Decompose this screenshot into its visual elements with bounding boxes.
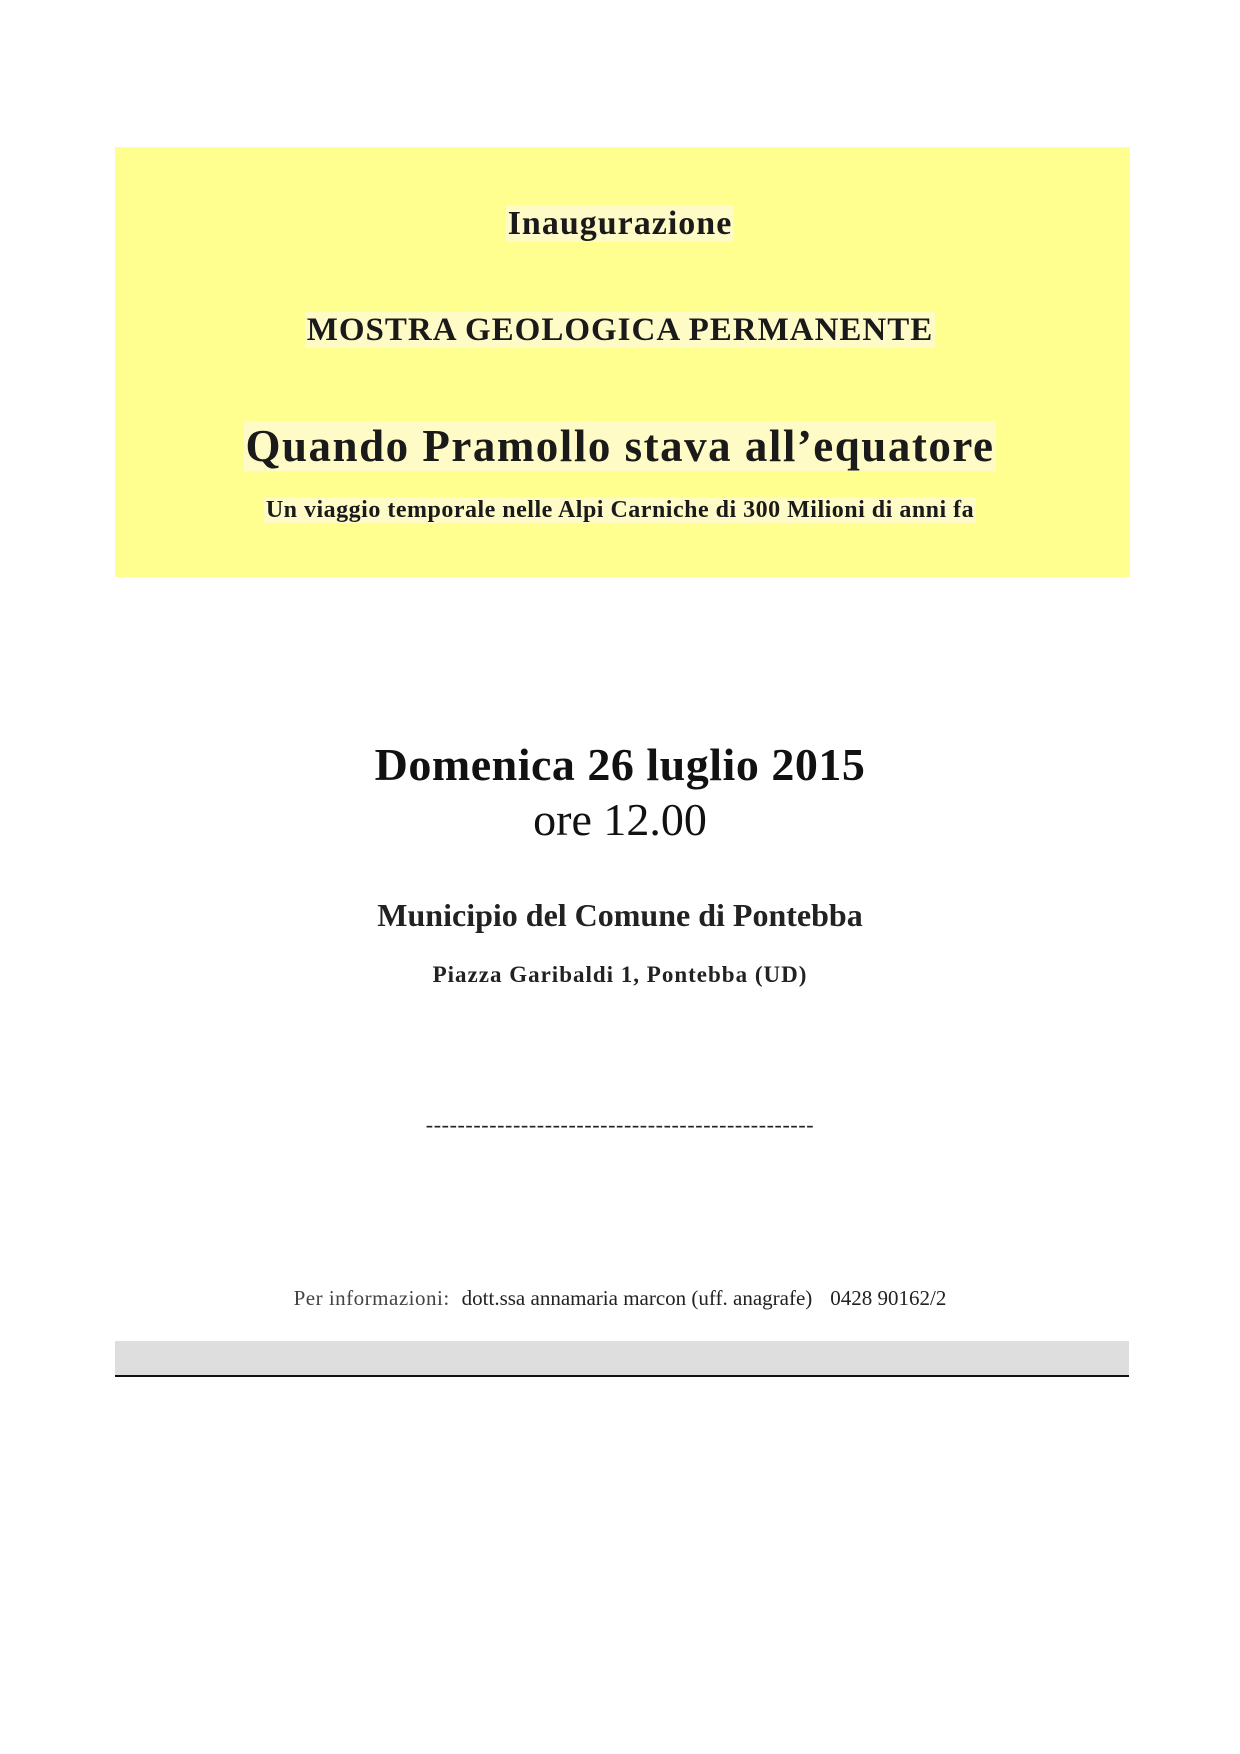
event-time: ore 12.00 — [533, 794, 707, 845]
info-title: dott.ssa — [461, 1286, 526, 1310]
footer-band — [115, 1341, 1129, 1377]
banner-headline: Quando Pramollo stava all’equatore — [245, 421, 995, 471]
contact-info — [0, 1286, 1240, 1311]
dashed-separator: ------------------------------------------------- — [425, 1112, 815, 1137]
event-venue: Municipio del Comune di Pontebba — [377, 897, 863, 933]
banner-title-line — [0, 205, 1240, 243]
banner-subtitle-line — [0, 312, 1240, 349]
info-label: Per informazioni: — [293, 1286, 450, 1310]
event-address: Piazza Garibaldi 1, Pontebba (UD) — [432, 962, 808, 987]
banner-subtitle: MOSTRA GEOLOGICA PERMANENTE — [306, 312, 934, 348]
banner-tagline: Un viaggio temporale nelle Alpi Carniche di 300 Milioni di anni fa — [265, 497, 975, 523]
banner-title: Inaugurazione — [507, 205, 733, 242]
banner-tagline-line — [0, 497, 1240, 524]
banner-headline-line — [0, 420, 1240, 472]
info-phone: 0428 90162/2 — [830, 1286, 947, 1310]
info-contact: annamaria marcon (uff. anagrafe) — [530, 1286, 813, 1310]
event-date: Domenica 26 luglio 2015 — [374, 739, 866, 790]
